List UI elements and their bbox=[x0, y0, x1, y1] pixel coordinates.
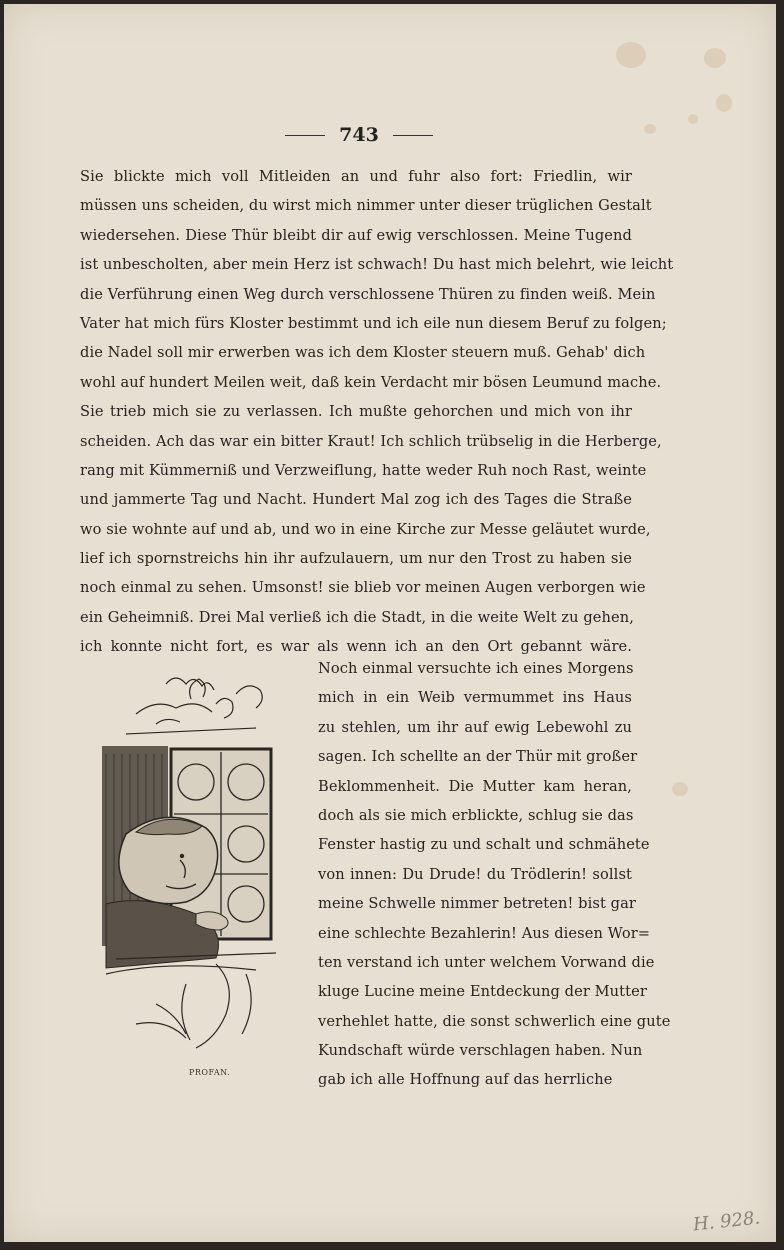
text-line: Sie trieb mich sie zu verlassen. Ich mußte gehorchen und mich von ihr bbox=[80, 403, 632, 421]
text-line: wohl auf hundert Meilen weit, daß kein Verdacht mir bösen Leumund mache. bbox=[80, 373, 662, 391]
text-line: scheiden. Ach das war ein bitter Kraut! Ich schlich trübselig in die Herberge, bbox=[80, 432, 662, 450]
text-line: müssen uns scheiden, du wirst mich nimmer unter dieser trüglichen Gestalt bbox=[80, 197, 652, 215]
text-line: und jammerte Tag und Nacht. Hundert Mal zog ich des Tages die Straße bbox=[80, 491, 632, 509]
illustration-signature: PROFAN. bbox=[189, 1068, 231, 1077]
text-line: von innen: Du Drude! du Trödlerin! sollst bbox=[318, 865, 632, 883]
text-line: noch einmal zu sehen. Umsonst! sie blieb vor meinen Augen verborgen wie bbox=[80, 579, 646, 597]
text-line: rang mit Kümmerniß und Verzweiflung, hatte weder Ruh noch Rast, weinte bbox=[80, 461, 647, 479]
text-line: doch als sie mich erblickte, schlug sie das bbox=[318, 806, 634, 824]
text-line: sagen. Ich schellte an der Thür mit großer bbox=[318, 748, 638, 766]
header-rule-left bbox=[285, 135, 325, 136]
page-number: 743 bbox=[339, 124, 379, 146]
text-line: Vater hat mich fürs Kloster bestimmt und ich eile nun diesem Beruf zu folgen; bbox=[80, 314, 667, 332]
text-line: lief ich spornstreichs hin ihr aufzulauern, um nur den Trost zu haben sie bbox=[80, 550, 632, 568]
text-line: Noch einmal versuchte ich eines Morgens bbox=[318, 660, 634, 677]
text-line: kluge Lucine meine Entdeckung der Mutter bbox=[318, 983, 647, 1001]
text-line: Sie blickte mich voll Mitleiden an und fuhr also fort: Friedlin, wir bbox=[80, 168, 632, 185]
text-line: die Nadel soll mir erwerben was ich dem Kloster steuern muß. Gehab' dich bbox=[80, 344, 646, 362]
main-text-block bbox=[80, 162, 674, 662]
book-page bbox=[4, 4, 776, 1242]
text-line: Fenster hastig zu und schalt und schmähete bbox=[318, 836, 650, 854]
text-line: die Verführung einen Weg durch verschlossene Thüren zu finden weiß. Mein bbox=[80, 285, 656, 303]
text-line: ich konnte nicht fort, es war als wenn ich an den Ort gebannt wäre. bbox=[80, 638, 632, 656]
text-line: ten verstand ich unter welchem Vorwand die bbox=[318, 953, 655, 971]
page-header bbox=[274, 120, 444, 150]
woodcut-illustration bbox=[96, 664, 296, 1084]
text-line: eine schlechte Bezahlerin! Aus diesen Wor= bbox=[318, 924, 651, 942]
text-line: ist unbescholten, aber mein Herz ist schwach! Du hast mich belehrt, wie leicht bbox=[80, 256, 674, 274]
header-rule-right bbox=[393, 135, 433, 136]
text-line: ein Geheimniß. Drei Mal verließ ich die Stadt, in die weite Welt zu gehen, bbox=[80, 608, 634, 626]
side-text-block bbox=[318, 654, 671, 1095]
text-line: zu stehlen, um ihr auf ewig Lebewohl zu bbox=[318, 718, 632, 736]
margin-note: H. 928. bbox=[691, 1207, 761, 1236]
text-line: verhehlet hatte, die sonst schwerlich eine gute bbox=[318, 1012, 671, 1030]
text-line: Beklommenheit. Die Mutter kam heran, bbox=[318, 777, 632, 795]
text-line: meine Schwelle nimmer betreten! bist gar bbox=[318, 895, 637, 913]
text-line: gab ich alle Hoffnung auf das herrliche bbox=[318, 1071, 613, 1089]
text-line: Kundschaft würde verschlagen haben. Nun bbox=[318, 1042, 643, 1060]
text-line: mich in ein Weib vermummet ins Haus bbox=[318, 689, 632, 707]
text-line: wo sie wohnte auf und ab, und wo in eine Kirche zur Messe geläutet wurde, bbox=[80, 520, 651, 538]
text-line: wiedersehen. Diese Thür bleibt dir auf ewig verschlossen. Meine Tugend bbox=[80, 226, 632, 244]
